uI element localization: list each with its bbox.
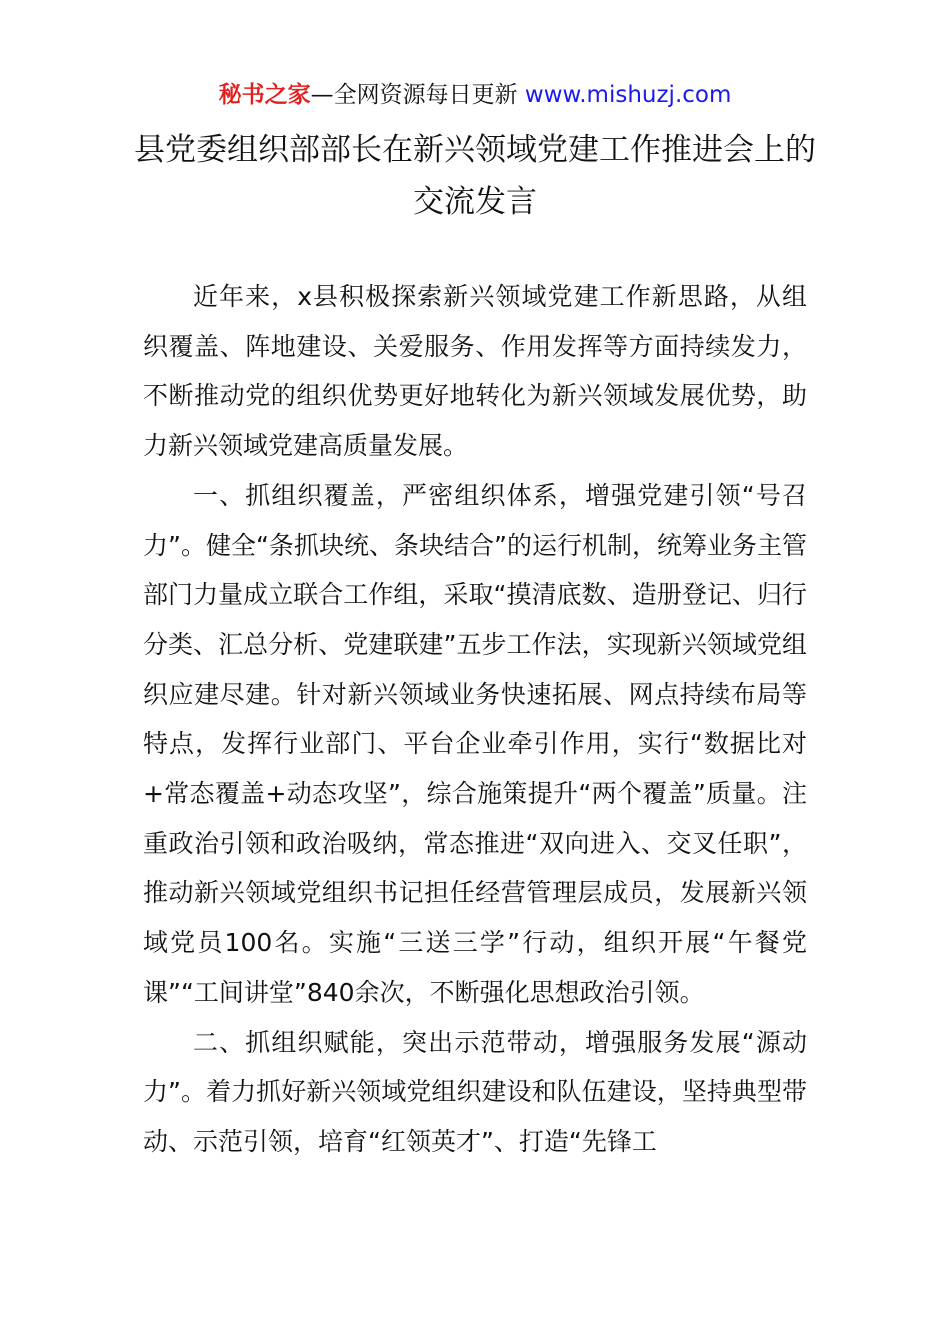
document-body	[143, 272, 807, 1167]
site-url-link[interactable]: www.mishuzj.com	[524, 82, 732, 108]
document-title: 县党委组织部部长在新兴领域党建工作推进会上的交流发言	[134, 132, 816, 220]
header-slogan: —全网资源每日更新	[310, 82, 518, 108]
site-header	[0, 78, 950, 112]
brand-name: 秘书之家	[218, 82, 311, 108]
paragraph-section-two: 二、抓组织赋能，突出示范带动，增强服务发展“源动力”。着力抓好新兴领域党组织建设和队伍建设，坚持典型带动、示范引领，培育“红领英才”、打造“先锋工	[143, 1027, 807, 1156]
paragraph-intro: 近年来，x县积极探索新兴领域党建工作新思路，从组织覆盖、阵地建设、关爱服务、作用发挥等方面持续发力，不断推动党的组织优势更好地转化为新兴领域发展优势，助力新兴领域党建高质量发展。	[143, 282, 807, 461]
paragraph-section-one: 一、抓组织覆盖，严密组织体系，增强党建引领“号召力”。健全“条抓块统、条块结合”的运行机制，统筹业务主管部门力量成立联合工作组，采取“摸清底数、造册登记、归行分类、汇总分析、党建联建”五步工作法，实现新兴领域党组织应建尽建。针对新兴领域业务快速拓展、网点持续布局等特点，发挥行业部门、平台企业牵引作用，实行“数据比对+常态覆盖+动态攻坚”，综合施策提升“两个覆盖”质量。注重政治引领和政治吸纳，常态推进“双向进入、交叉任职”，推动新兴领域党组织书记担任经营管理层成员，发展新兴领域党员100名。实施“三送三学”行动，组织开展“午餐党课”“工间讲堂”840余次，不断强化思想政治引领。	[143, 480, 807, 1007]
